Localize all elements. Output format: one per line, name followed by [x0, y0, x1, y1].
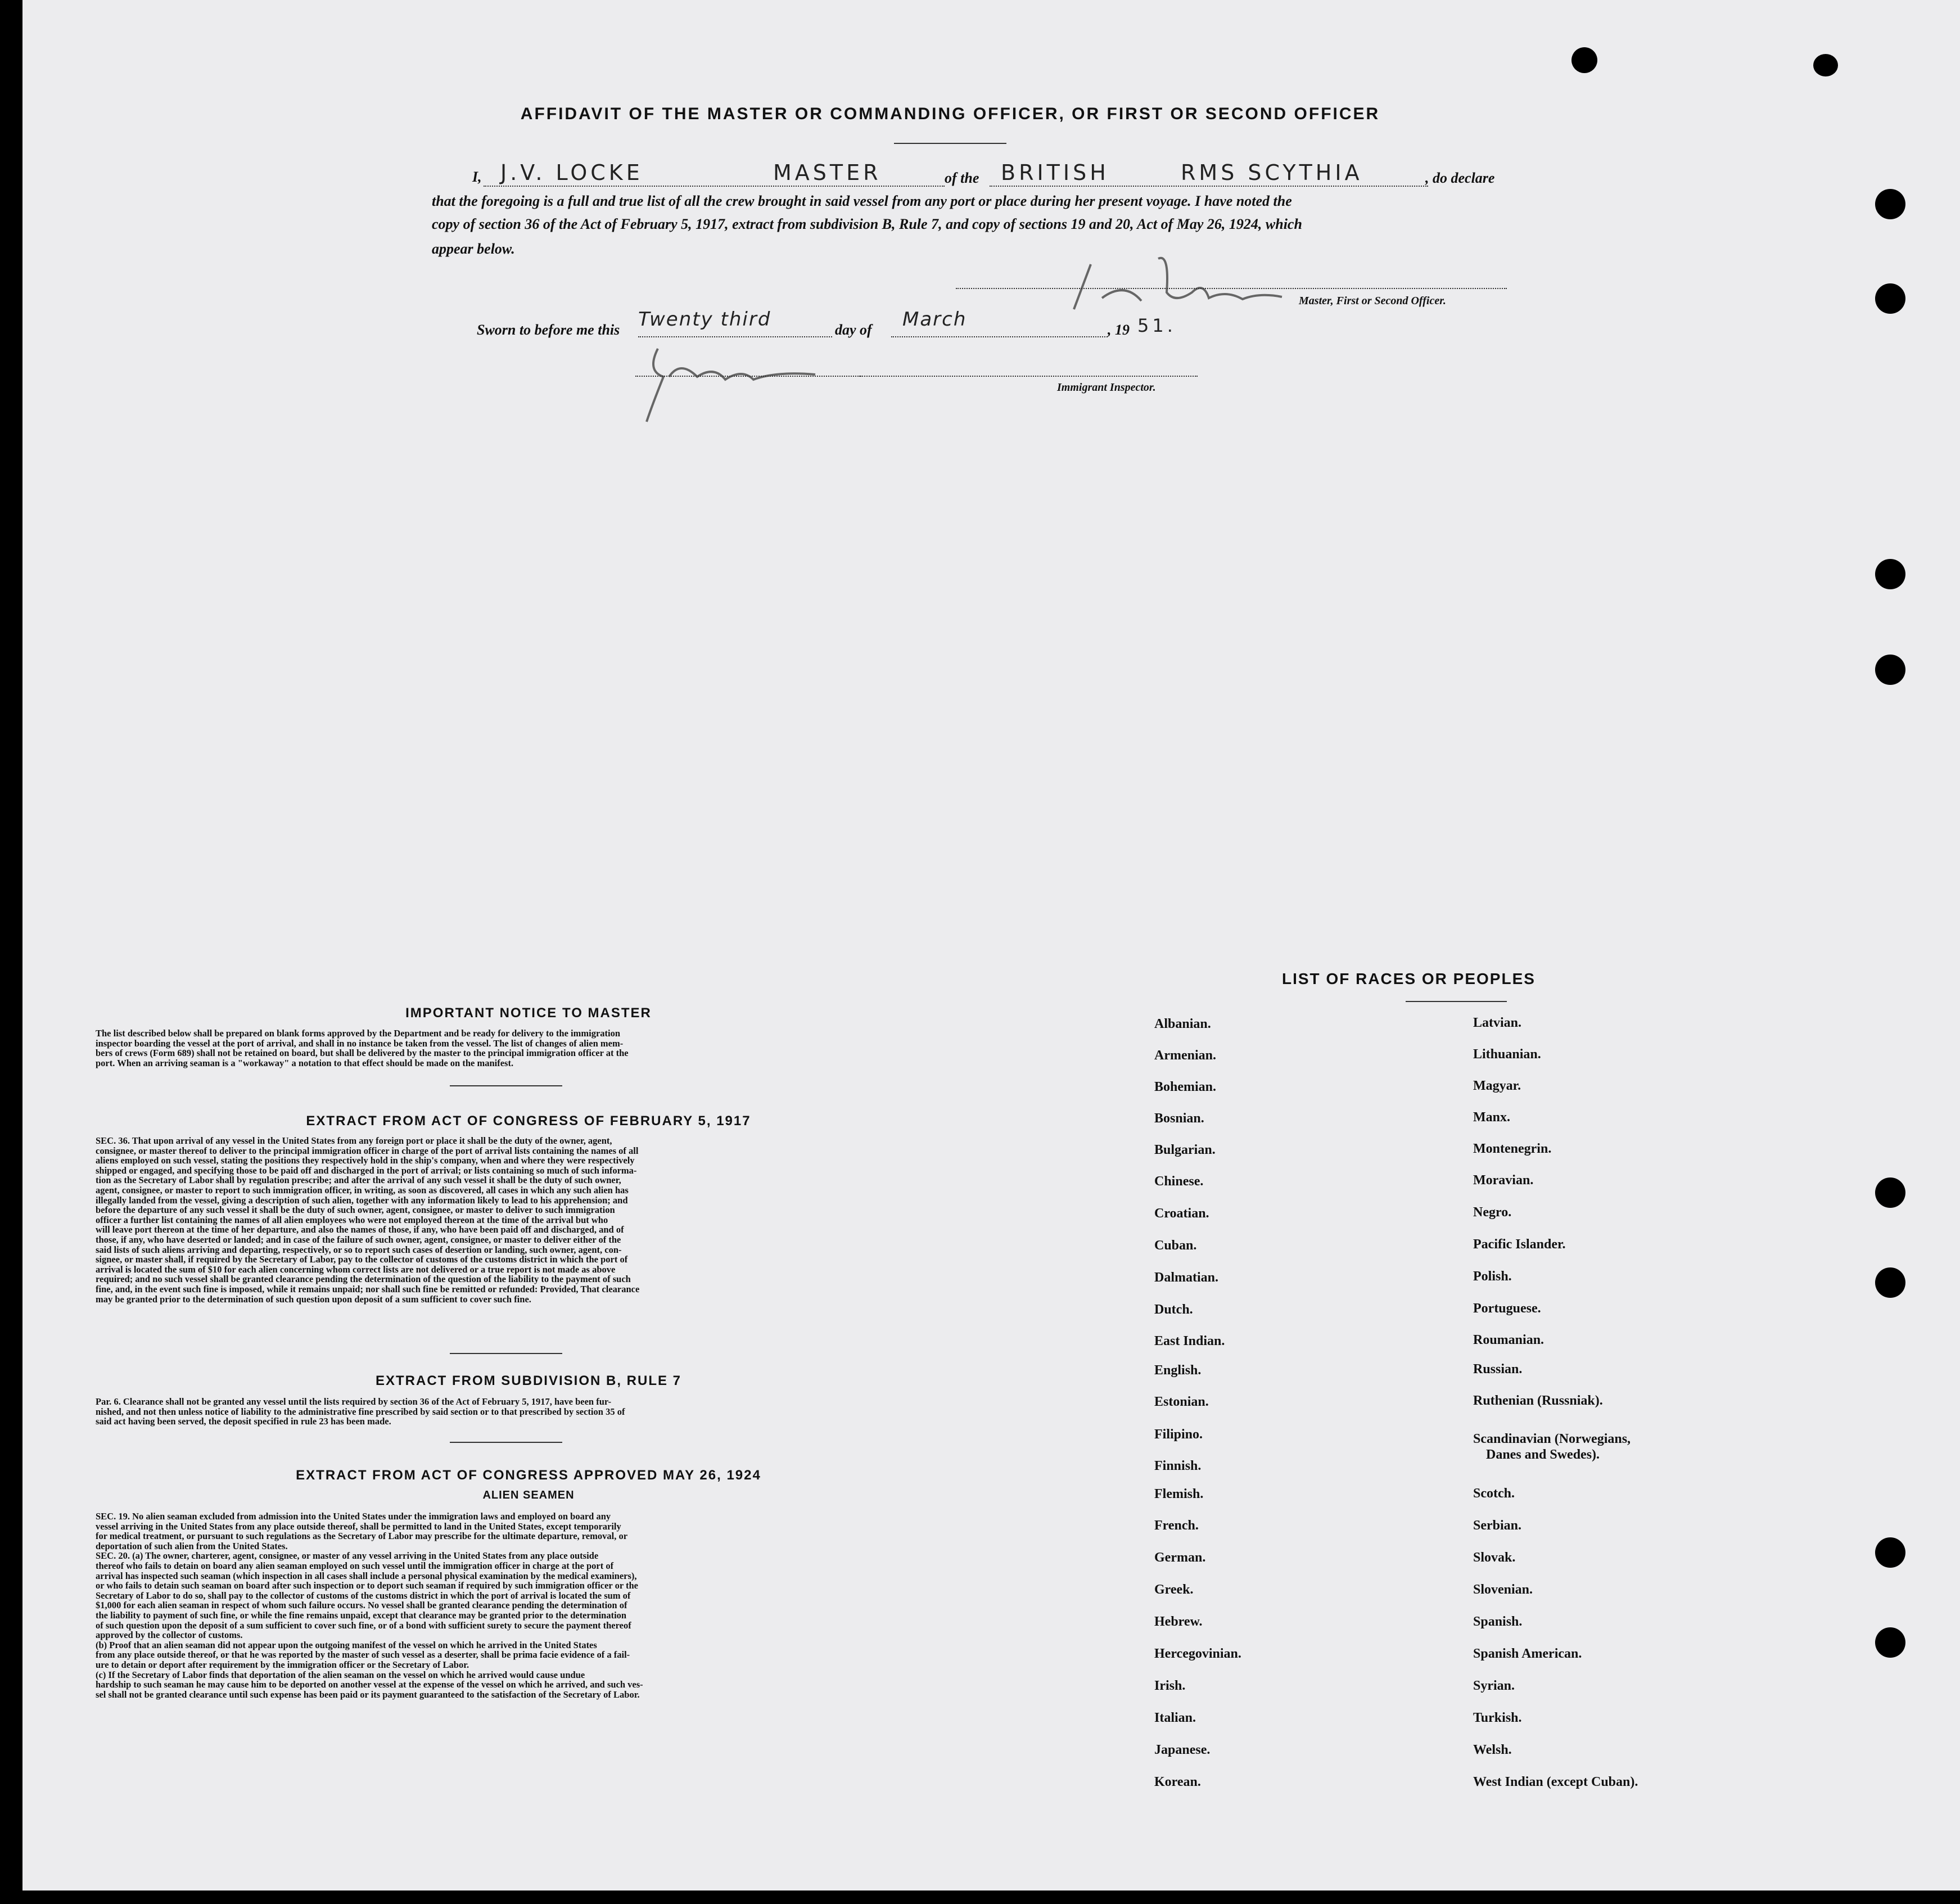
section-rule: [450, 1442, 562, 1443]
text-line: signee, or master shall, if required by the Secretary of Labor, pay to the collector of customs of the customs district in which the port of: [96, 1254, 628, 1265]
text-line: said act having been served, the deposit specified in rule 23 has been made.: [96, 1416, 391, 1427]
text-line: arrival is located the sum of $10 for each alien concerning whom correct lists are not delivered or a true report is not made as above: [96, 1264, 616, 1275]
notice-body: [96, 1028, 967, 1068]
text-line: officer a further list containing the names of all alien employees who were not employed thereon at the time of the arrival but who: [96, 1214, 608, 1225]
race-item: Bohemian.: [1154, 1080, 1217, 1094]
race-item: Irish.: [1154, 1679, 1186, 1693]
race-item: Pacific Islander.: [1473, 1237, 1566, 1252]
races-title: LIST OF RACES OR PEOPLES: [1282, 970, 1536, 987]
race-item: Danes and Swedes).: [1486, 1447, 1600, 1462]
rule7-title: EXTRACT FROM SUBDIVISION B, RULE 7: [375, 1373, 682, 1388]
vessel-name-handwriting: RMS SCYTHIA: [1181, 160, 1363, 185]
text-line: nished, and not then unless notice of liability to the administrative fine prescribed by said section or to that prescribed by section 35 of: [96, 1406, 625, 1417]
year-prefix: , 19: [1108, 322, 1130, 338]
rank-handwriting: MASTER: [773, 160, 882, 185]
punch-hole: [1875, 189, 1905, 219]
race-item: Armenian.: [1154, 1048, 1216, 1063]
race-item: Dutch.: [1154, 1302, 1193, 1317]
text-line: arrival has inspected such seaman (which inspection in all cases shall include a personal physical examination by the medical examiners),: [96, 1570, 637, 1581]
punch-hole: [1875, 655, 1905, 685]
race-item: Roumanian.: [1473, 1333, 1544, 1347]
punch-hole: [1875, 1537, 1905, 1568]
race-item: Scotch.: [1473, 1486, 1515, 1501]
of-the-label: of the: [945, 170, 979, 186]
race-item: Chinese.: [1154, 1174, 1204, 1189]
race-item: Lithuanian.: [1473, 1047, 1541, 1062]
race-item: Welsh.: [1473, 1743, 1512, 1757]
race-item: Portuguese.: [1473, 1301, 1541, 1316]
race-item: Japanese.: [1154, 1743, 1211, 1757]
text-line: thereof who fails to detain on board any alien seaman employed on such vessel until the immigration officer in charge at the port of: [96, 1560, 614, 1571]
text-line: port. When an arriving seaman is a "workaway" a notation to that effect should be made on the manifest.: [96, 1057, 514, 1068]
vessel-line: [990, 186, 1428, 187]
name-handwriting: J.V. LOCKE: [500, 160, 643, 185]
inspector-line-a: [635, 376, 860, 377]
text-line: SEC. 20. (a) The owner, charterer, agent, consignee, or master of any vessel arriving in the United States from any place outside: [96, 1550, 599, 1562]
race-item: Italian.: [1154, 1711, 1196, 1725]
extract-1917-title: EXTRACT FROM ACT OF CONGRESS OF FEBRUARY 5, 1917: [306, 1113, 751, 1129]
race-item: East Indian.: [1154, 1334, 1225, 1348]
race-item: Magyar.: [1473, 1079, 1521, 1093]
i-label: I,: [472, 169, 482, 185]
race-item: Negro.: [1473, 1205, 1512, 1220]
punch-hole: [1875, 283, 1905, 314]
text-line: deportation of such alien from the United States.: [96, 1540, 288, 1551]
text-line: tion as the Secretary of Labor shall by regulation prescribe; and after the arrival of any such vessel it shall be the duty of such owner,: [96, 1175, 621, 1186]
vessel-handwriting: BRITISH: [1001, 160, 1109, 185]
text-line: approved by the collector of customs.: [96, 1630, 243, 1641]
section-rule: [450, 1085, 562, 1086]
day-handwriting: Twenty third: [638, 308, 771, 331]
year-handwriting: 51.: [1137, 315, 1176, 336]
extract-1924-title: EXTRACT FROM ACT OF CONGRESS APPROVED MAY 26, 1924: [296, 1468, 761, 1483]
text-line: for medical treatment, or pursuant to such regulations as the Secretary of Labor may prescribe for the ultimate departure, removal, or: [96, 1531, 628, 1542]
text-line: (c) If the Secretary of Labor finds that deportation of the alien seaman on the vessel on which he arrived would cause undue: [96, 1669, 585, 1680]
race-item: Latvian.: [1473, 1016, 1522, 1030]
race-item: Korean.: [1154, 1775, 1201, 1789]
race-item: Estonian.: [1154, 1395, 1209, 1409]
race-item: Russian.: [1473, 1362, 1523, 1377]
inspector-line-b: [860, 376, 1198, 377]
text-line: agent, consignee, or master to report to such immigration officer, in writing, as soon as discovered, all cases in which any such alien has: [96, 1184, 629, 1195]
do-declare-label: , do declare: [1425, 170, 1495, 186]
race-item: Syrian.: [1473, 1679, 1515, 1693]
race-item: Scandinavian (Norwegians,: [1473, 1432, 1631, 1446]
text-line: those, if any, who have deserted or landed; and in case of the failure of such owner, agent, consignee, or master to deliver either of the: [96, 1234, 621, 1245]
text-line: said lists of such aliens arriving and departing, respectively, or so to report such cases of desertion or landing, such owner, agent, con-: [96, 1244, 622, 1255]
title-rule: [894, 143, 1006, 144]
race-item: West Indian (except Cuban).: [1473, 1775, 1638, 1789]
punch-hole: [1813, 54, 1838, 76]
extract-1924-body: [96, 1512, 967, 1699]
race-item: Greek.: [1154, 1582, 1194, 1597]
inspector-caption: Immigrant Inspector.: [1057, 381, 1156, 394]
master-signature-line: [956, 288, 1507, 289]
text-line: aliens employed on such vessel, stating the positions they respectively hold in the ship's company, when and where they were respectively: [96, 1155, 635, 1166]
race-item: Manx.: [1473, 1110, 1510, 1125]
section-rule: [450, 1353, 562, 1354]
races-title-rule: [1406, 1001, 1507, 1002]
text-line: shipped or engaged, and specifying those to be paid off and discharged in the port of arrival; or lists containing so much of such informa-: [96, 1165, 637, 1176]
text-line: fine, and, in the event such fine is imposed, while it remains unpaid; nor shall such fine be remitted or refunded: Provided, That clearance: [96, 1283, 640, 1294]
punch-hole: [1875, 1177, 1905, 1208]
race-item: Turkish.: [1473, 1711, 1522, 1725]
text-line: inspector boarding the vessel at the port of arrival, and shall in no instance be taken from the vessel. The list of changes of alien mem-: [96, 1037, 624, 1049]
race-item: Ruthenian (Russniak).: [1473, 1393, 1603, 1408]
race-item: English.: [1154, 1363, 1202, 1378]
text-line: may be granted prior to the determination of such question upon deposit of a sum sufficient to cover such fine.: [96, 1293, 531, 1305]
race-item: Dalmatian.: [1154, 1270, 1218, 1285]
text-line: Par. 6. Clearance shall not be granted any vessel until the lists required by section 36 of the Act of February 5, 1917, have been fur-: [96, 1396, 612, 1407]
race-item: German.: [1154, 1550, 1206, 1565]
punch-hole: [1571, 47, 1597, 73]
month-handwriting: March: [902, 308, 967, 331]
extract-1917-body: [96, 1136, 967, 1304]
punch-hole: [1875, 559, 1905, 589]
text-line: bers of crews (Form 689) shall not be retained on board, but shall be delivered by the master to the principal immigration officer at the: [96, 1048, 629, 1059]
text-line: The list described below shall be prepared on blank forms approved by the Department and be ready for delivery to the immigration: [96, 1028, 621, 1039]
text-line: will leave port thereon at the time of her departure, and also the names of those, if any, who have been paid off and discharged, and of: [96, 1224, 624, 1235]
inspector-signature: [630, 337, 821, 427]
punch-hole: [1875, 1267, 1905, 1298]
race-item: Croatian.: [1154, 1206, 1209, 1221]
rule7-body: [96, 1397, 967, 1427]
sworn-month-line: [891, 336, 1108, 337]
race-item: Serbian.: [1473, 1518, 1522, 1533]
text-line: of such question upon the deposit of a sum sufficient to cover such fine, or of a bond with sufficient surety to secure the payment thereof: [96, 1619, 631, 1631]
text-line: SEC. 36. That upon arrival of any vessel in the United States from any foreign port or place it shall be the duty of the owner, agent,: [96, 1135, 612, 1146]
notice-title: IMPORTANT NOTICE TO MASTER: [405, 1005, 652, 1021]
day-of-label: day of: [835, 322, 872, 338]
race-item: Slovenian.: [1473, 1582, 1533, 1597]
text-line: consignee, or master thereof to deliver to the principal immigration officer in charge of the port of arrival lists containing the names of all: [96, 1145, 639, 1156]
race-item: Filipino.: [1154, 1427, 1203, 1442]
race-item: Spanish American.: [1473, 1646, 1582, 1661]
text-line: (b) Proof that an alien seaman did not appear upon the outgoing manifest of the vessel on which he arrived in the United States: [96, 1639, 597, 1650]
text-line: required; and no such vessel shall be granted clearance pending the determination of the question of the liability to the payment of such: [96, 1274, 631, 1285]
race-item: Albanian.: [1154, 1017, 1211, 1031]
race-item: Finnish.: [1154, 1459, 1202, 1473]
race-item: French.: [1154, 1518, 1199, 1533]
race-item: Hebrew.: [1154, 1614, 1203, 1629]
text-line: vessel arriving in the United States from any place outside thereof, shall be permitted to land in the United States, except temporarily: [96, 1521, 621, 1532]
race-item: Bosnian.: [1154, 1111, 1204, 1126]
affidavit-line-3: appear below.: [432, 241, 515, 257]
punch-hole: [1875, 1627, 1905, 1658]
sworn-label: Sworn to before me this: [477, 322, 620, 338]
extract-1924-subtitle: ALIEN SEAMEN: [482, 1489, 575, 1501]
race-item: Moravian.: [1473, 1173, 1534, 1188]
master-signature: [1057, 247, 1304, 321]
text-line: from any place outside thereof, or that he was reported by the master of such vessel as a deserter, shall be prima facie evidence of a fail-: [96, 1649, 630, 1661]
affidavit-line-2: copy of section 36 of the Act of February 5, 1917, extract from subdivision B, Rule 7, and copy of sections 19 and 20, Act of May 26, 1924, which: [432, 216, 1302, 232]
race-item: Cuban.: [1154, 1238, 1197, 1253]
affidavit-line-1: that the foregoing is a full and true list of all the crew brought in said vessel from any port or place during her present voyage. I have noted the: [432, 193, 1292, 209]
text-line: or who fails to detain such seaman on board after such inspection or to deport such seaman if required by such immigration officer or the: [96, 1580, 638, 1591]
text-line: before the departure of any such vessel it shall be the duty of such owner, agent, consignee, or master to deliver to such immigration: [96, 1204, 615, 1216]
name-line: [484, 186, 945, 187]
master-caption: Master, First or Second Officer.: [1299, 295, 1446, 307]
race-item: Flemish.: [1154, 1487, 1204, 1501]
race-item: Spanish.: [1473, 1614, 1523, 1629]
affidavit-title: AFFIDAVIT OF THE MASTER OR COMMANDING OFFICER, OR FIRST OR SECOND OFFICER: [520, 105, 1380, 123]
race-item: Polish.: [1473, 1269, 1512, 1284]
text-line: the liability to payment of such fine, or while the fine remains unpaid, except that clearance may be granted prior to the determination: [96, 1609, 627, 1621]
document-page: [22, 0, 1960, 1891]
text-line: illegally landed from the vessel, giving a description of such alien, together with any information likely to lead to his apprehension; and: [96, 1194, 628, 1206]
text-line: hardship to such seaman he may cause him to be deported on another vessel at the expense of the vessel on which he arrived, and such ves-: [96, 1679, 643, 1690]
race-item: Montenegrin.: [1473, 1142, 1552, 1156]
race-item: Bulgarian.: [1154, 1143, 1216, 1157]
text-line: SEC. 19. No alien seaman excluded from admission into the United States under the immigration laws and employed on board any: [96, 1511, 611, 1522]
race-item: Hercegovinian.: [1154, 1646, 1241, 1661]
text-line: sel shall not be granted clearance until such expense has been paid or its payment guaranteed to the satisfaction of the Secretary of Labor.: [96, 1689, 640, 1700]
text-line: Secretary of Labor to do so, shall pay to the collector of customs of the customs district in which the port of arrival is located the sum of: [96, 1590, 631, 1601]
text-line: ure to detain or deport after requirement by the immigration officer or the Secretary of Labor.: [96, 1659, 469, 1670]
race-item: Slovak.: [1473, 1550, 1516, 1565]
text-line: $1,000 for each alien seaman in respect of whom such failure occurs. No vessel shall be granted clearance pending the determination of: [96, 1600, 627, 1611]
